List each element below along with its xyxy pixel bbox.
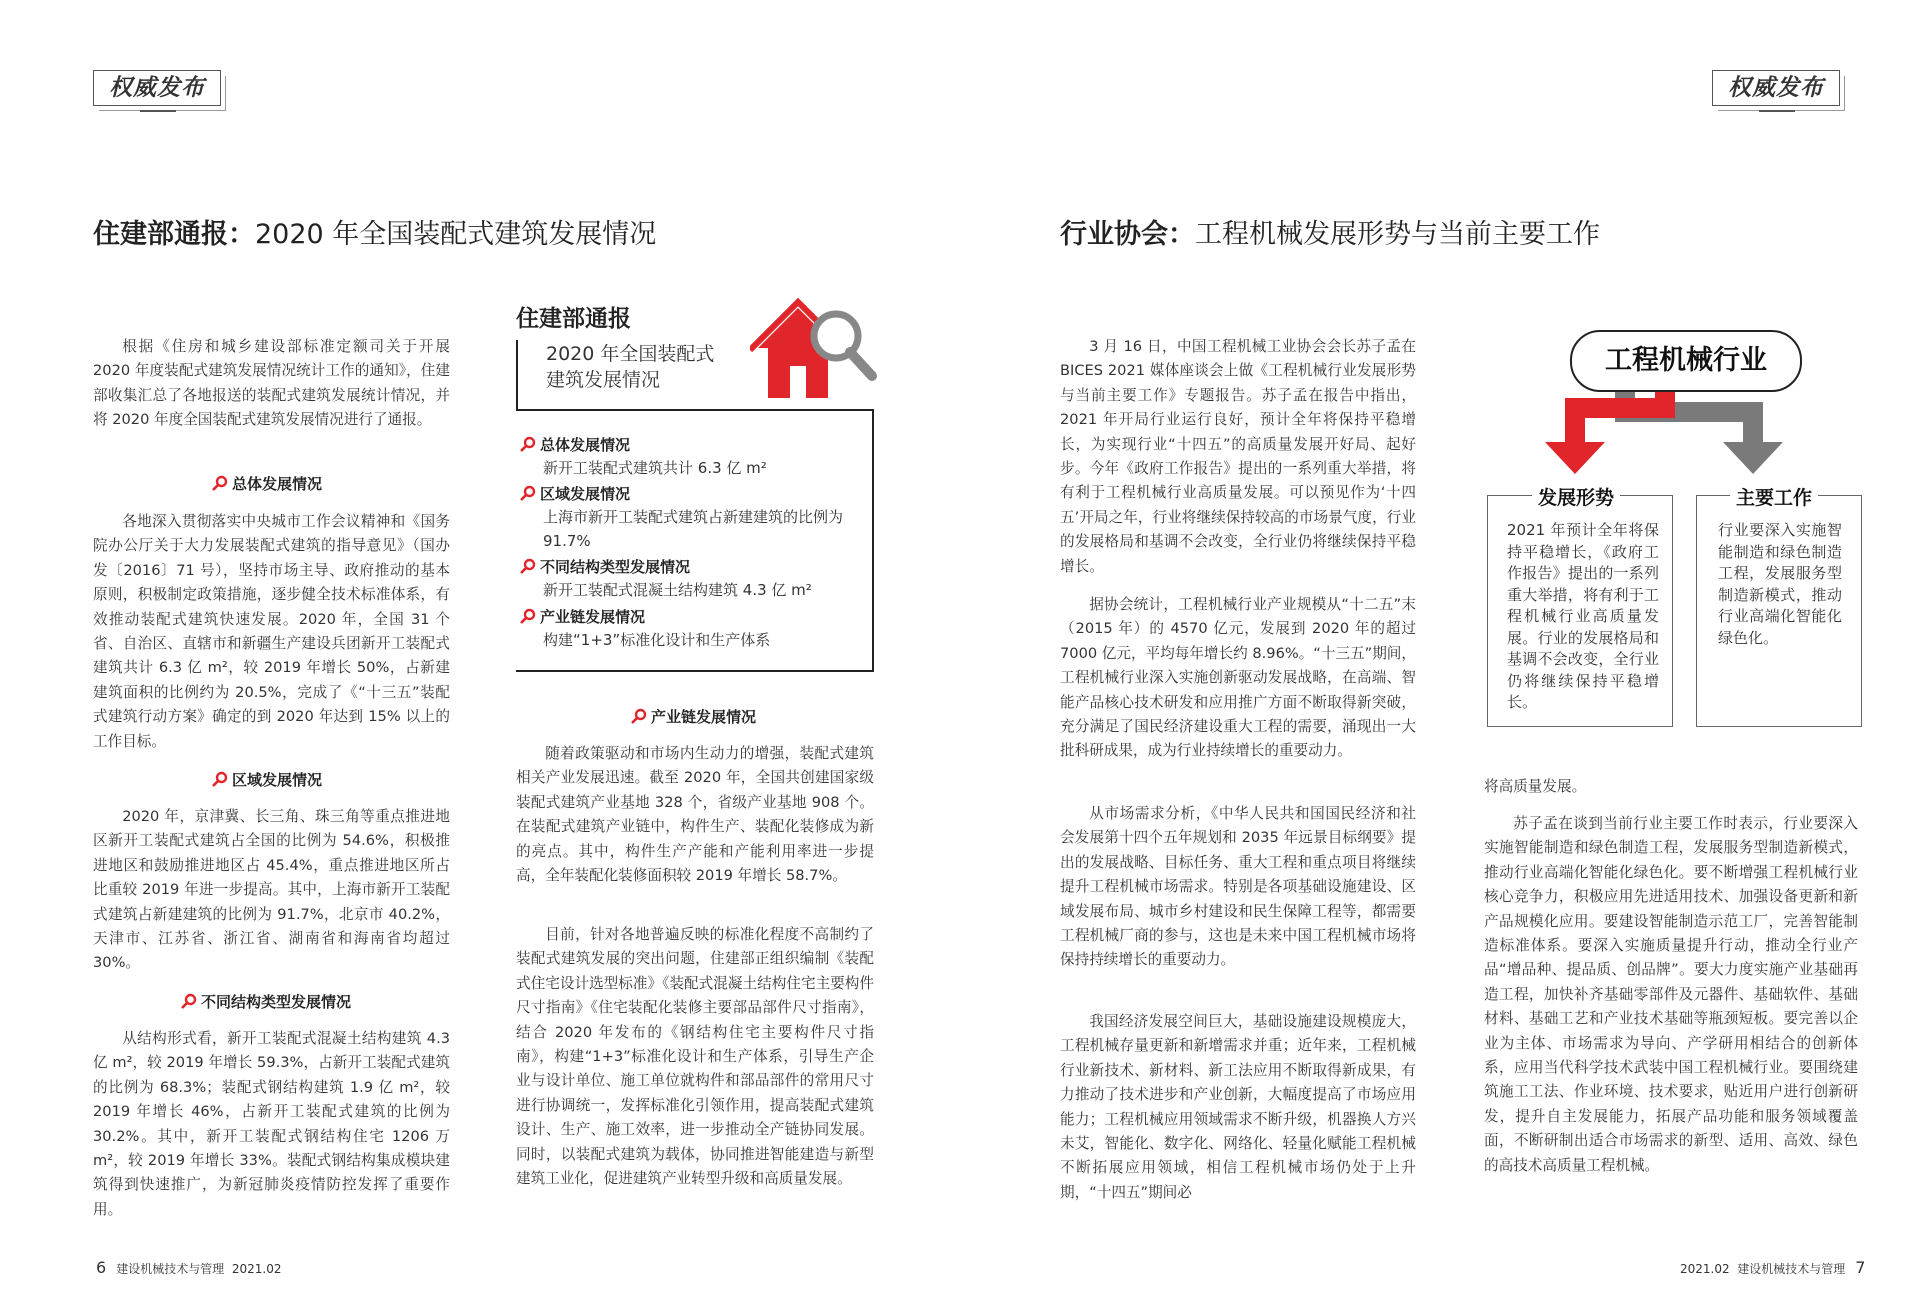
magnifier-icon — [520, 608, 536, 624]
infobox-item-text: 上海市新开工装配式建筑占新建建筑的比例为 91.7% — [543, 508, 844, 550]
magazine-name: 建设机械技术与管理 — [1737, 1262, 1846, 1276]
infobox-item-head: 总体发展情况 — [520, 434, 630, 455]
magnifier-icon — [520, 436, 536, 452]
magnifier-icon — [181, 993, 197, 1009]
work-paragraph-continued: 将高质量发展。 — [1484, 778, 1587, 795]
issue-number: 2021.02 — [1680, 1262, 1730, 1276]
report-paragraph-4: 我国经济发展空间巨大，基础设施建设规模庞大，工程机械存量更新和新增需求并重；近年来，工程机械行业新技术、新材料、新工法应用不断取得新成果，有力推动了技术进步和产业创新，大幅度提高了市场应用能力；工程机械应用领域需求不断升级，机器换人方兴未艾，智能化、数字化、网络化、轻量化赋能工程机械不断拓展应用领域，相信工程机械市场仍处于上升期，“十四五”期间必 — [1060, 1013, 1416, 1201]
infobox-item-head: 不同结构类型发展情况 — [520, 556, 690, 577]
magazine-name: 建设机械技术与管理 — [116, 1262, 225, 1276]
infobox-item-text: 构建“1+3”标准化设计和生产体系 — [543, 631, 771, 649]
subhead-overall: 总体发展情况 — [212, 472, 322, 496]
diagram-right-head: 主要工作 — [1730, 483, 1818, 510]
infobox-item-head: 区域发展情况 — [520, 483, 630, 504]
badge-underline-right — [1759, 110, 1795, 112]
subhead-structure: 不同结构类型发展情况 — [181, 990, 351, 1014]
regional-paragraph: 2020 年，京津冀、长三角、珠三角等重点推进地区新开工装配式建筑占全国的比例为 54.6%，积极推进地区和鼓励推进地区占 45.4%，重点推进地区所占比重较 2019 年进一步提高。其中，上海市新开工装配式建筑占新建建筑的比例为 91.7%，北京市 40.2%，天津市、江苏省、浙江省、湖南省和海南省均超过 30%。 — [93, 808, 450, 972]
intro-paragraph: 根据《住房和城乡建设部标准定额司关于开展 2020 年度装配式建筑发展情况统计工作的通知》，住建部收集汇总了各地报送的装配式建筑发展统计情况，并将 2020 年度全国装配式建筑发展情况进行了通报。 — [93, 338, 450, 429]
left-page-title: 住建部通报：2020 年全国装配式建筑发展情况 — [93, 219, 657, 250]
diagram-left-text: 2021 年预计全年将保持平稳增长，《政府工作报告》提出的一系列重大举措，将有利于工程机械行业高质量发展。行业的发展格局和基调不会改变，全行业仍将继续保持平稳增长。 — [1507, 521, 1659, 711]
magnifier-icon — [212, 475, 228, 491]
magnifier-icon — [520, 485, 536, 501]
magnifier-icon — [631, 708, 647, 724]
infobox-left-rule-upper — [516, 340, 518, 410]
right-page-title: 行业协会：工程机械发展形势与当前主要工作 — [1060, 219, 1600, 250]
infobox-item-head: 产业链发展情况 — [520, 606, 645, 627]
work-paragraph: 苏子孟在谈到当前行业主要工作时表示，行业要深入实施智能制造和绿色制造工程，发展服务型制造新模式，推动行业高端化智能化绿色化。要不断增强工程机械行业核心竞争力，积极应用先进适用技术、加强设备更新和新产品规模化应用。要建设智能制造示范工厂，完善智能制造标准体系。要深入实施质量提升行动，推动全行业产品“增品种、提品质、创品牌”。要大力度实施产业基础再造工程，加快补齐基础零部件及元器件、基础软件、基础材料、基础工艺和产业技术基础等瓶颈短板。要完善以企业为主体、市场需求为导向、产学研用相结合的创新体系，应用当代科学技术武装中国工程机械行业。要围绕建筑施工工法、作业环境、技术要求，贴近用户进行创新研发，提升自主发展能力，拓展产品功能和服务领域覆盖面，不断研制出适合市场需求的新型、适用、高效、绿色的高技术高质量工程机械。 — [1484, 815, 1858, 1174]
infobox-item-text: 新开工装配式混凝土结构建筑 4.3 亿 m² — [543, 581, 812, 599]
subhead-industry-chain: 产业链发展情况 — [631, 705, 756, 729]
infobox-item-text: 新开工装配式建筑共计 6.3 亿 m² — [543, 459, 767, 477]
infobox-top-rule — [516, 409, 874, 411]
industry-chain-paragraph-1: 随着政策驱动和市场内生动力的增强，装配式建筑相关产业发展迅速。截至 2020 年，全国共创建国家级装配式建筑产业基地 328 个，省级产业基地 908 个。在装配式建筑产业链中，构件生产、装配化装修成为新的亮点。其中，构件生产产能和产能利用率进一步提高，全年装配化装修面积较 2019 年增长 58.7%。 — [516, 745, 874, 885]
left-footer — [86, 1258, 281, 1277]
subhead-regional: 区域发展情况 — [212, 768, 322, 792]
house-magnifier-icon — [750, 298, 880, 403]
magnifier-icon — [212, 771, 228, 787]
page-number: 7 — [1855, 1258, 1866, 1277]
diagram-title: 工程机械行业 — [1570, 330, 1802, 392]
section-badge-right: 权威发布 — [1712, 70, 1840, 106]
page-number: 6 — [96, 1258, 107, 1277]
report-paragraph-1: 3 月 16 日，中国工程机械工业协会会长苏子孟在 BICES 2021 媒体座谈会上做《工程机械行业发展形势与当前主要工作》专题报告。苏子孟在报告中指出，2021 年开局行业运行良好，预计全年将保持平稳增长，为实现行业“十四五”的高质量发展开好局、起好步。今年《政府工作报告》提出的一系列重大举措，将有利于工程机械行业高质量发展。可以预见作为‘十四五’开局之年，行业将继续保持较高的市场景气度，行业的发展格局和基调不会改变，全行业仍将继续保持平稳增长。 — [1060, 338, 1416, 575]
structure-paragraph: 从结构形式看，新开工装配式混凝土结构建筑 4.3 亿 m²，较 2019 年增长 59.3%，占新开工装配式建筑的比例为 68.3%；装配式钢结构建筑 1.9 亿 m²，较 2019 年增长 46%，占新开工装配式建筑的比例为 30.2%。其中，新开工装配式钢结构住宅 1206 万 m²，较 2019 年增长 33%。装配式钢结构集成模块建筑得到快速推广，为新冠肺炎疫情防控发挥了重要作用。 — [93, 1030, 450, 1218]
infobox-bottom-rule — [516, 670, 874, 672]
right-footer — [1680, 1258, 1875, 1277]
infobox-subtitle: 2020 年全国装配式 建筑发展情况 — [546, 343, 715, 391]
magnifier-icon — [520, 558, 536, 574]
report-paragraph-2: 据协会统计，工程机械行业产业规模从“十二五”末（2015 年）的 4570 亿元，发展到 2020 年的超过 7000 亿元，平均每年增长约 8.96%。“十三五”期间，工程机械行业深入实施创新驱动发展战略，在高端、智能产品核心技术研发和应用推广方面不断取得新突破，充分满足了国民经济建设重大工程的需要，涌现出一大批科研成果，成为行业持续增长的重要动力。 — [1060, 596, 1416, 760]
infobox-right-rule — [872, 409, 874, 671]
issue-number: 2021.02 — [231, 1262, 282, 1276]
report-paragraph-3: 从市场需求分析，《中华人民共和国国民经济和社会发展第十四个五年规划和 2035 年远景目标纲要》提出的发展战略、目标任务、重大工程和重点项目将继续提升工程机械市场需求。特别是各项基础设施建设、区域发展布局、城市乡村建设和民生保障工程等，都需要工程机械厂商的参与，这也是未来中国工程机械市场将保持持续增长的重要动力。 — [1060, 805, 1416, 969]
section-badge-left: 权威发布 — [93, 70, 221, 106]
industry-chain-paragraph-2: 目前，针对各地普遍反映的标准化程度不高制约了装配式建筑发展的突出问题，住建部正组织编制《装配式住宅设计选型标准》《装配式混凝土结构住宅主要构件尺寸指南》《住宅装配化装修主要部品部件尺寸指南》，结合 2020 年发布的《钢结构住宅主要构件尺寸指南》，构建“1+3”标准化设计和生产体系，引导生产企业与设计单位、施工单位就构件和部品部件的常用尺寸进行协调统一，发挥标准化引领作用，提高装配式建筑设计、生产、施工效率，进一步推动全产链协同发展。同时，以装配式建筑为载体，协同推进智能建造与新型建筑工业化，促进建筑产业转型升级和高质量发展。 — [516, 926, 874, 1188]
infobox-title: 住建部通报 — [516, 306, 631, 332]
diagram-arrows — [1525, 380, 1845, 480]
diagram-right-text: 行业要深入实施智能制造和绿色制造工程，发展服务型制造新模式，推动行业高端化智能化绿色化。 — [1718, 521, 1842, 647]
diagram-left-head: 发展形势 — [1532, 483, 1620, 510]
overall-paragraph: 各地深入贯彻落实中央城市工作会议精神和《国务院办公厅关于大力发展装配式建筑的指导意见》（国办发〔2016〕71 号），坚持市场主导、政府推动的基本原则，积极制定政策措施，逐步健全技术标准体系，有效推动装配式建筑快速发展。2020 年，全国 31 个省、自治区、直辖市和新疆生产建设兵团新开工装配式建筑共计 6.3 亿 m²，较 2019 年增长 50%，占新建建筑面积的比例约为 20.5%，完成了《“十三五”装配式建筑行动方案》确定的到 2020 年达到 15% 以上的工作目标。 — [93, 513, 450, 750]
badge-underline-left — [140, 110, 176, 112]
